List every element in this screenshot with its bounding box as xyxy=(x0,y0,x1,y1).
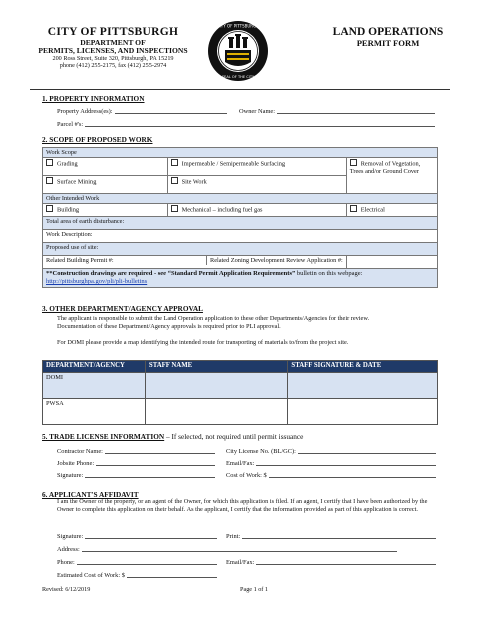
building-label: Building xyxy=(57,206,80,214)
section-5-note: – If selected, not required until permit issuance xyxy=(164,432,304,441)
section-1-title xyxy=(42,94,145,103)
scope-table xyxy=(42,147,438,288)
section-1-title-text: 1. PROPERTY INFORMATION xyxy=(42,94,145,103)
city-license-label: City License No. (BL/GC): xyxy=(226,448,296,455)
dept-line-2: PERMITS, LICENSES, AND INSPECTIONS xyxy=(38,46,188,56)
section-3-title-text: 3. OTHER DEPARTMENT/AGENCY APPROVAL xyxy=(42,304,203,313)
parcel-label: Parcel #'s: xyxy=(57,121,84,128)
pwsa-signature-cell[interactable] xyxy=(288,399,438,425)
affidavit-text: I am the Owner of the property, or an agent of the Owner, for which this application is filed. If an agent, I certify that I have been authorized by the Owner to complete this application on their behalf. As the applicant, I certify that the information provided as part of this application is correct. xyxy=(57,498,428,514)
jobsite-phone-field[interactable] xyxy=(57,459,215,467)
section-2-title-text: 2. SCOPE OF PROPOSED WORK xyxy=(42,135,153,144)
site-work-option[interactable] xyxy=(167,176,346,194)
header-rule xyxy=(30,89,450,90)
total-area-field[interactable]: Total area of earth disturbance: xyxy=(43,217,438,230)
checkbox-icon[interactable] xyxy=(171,205,178,212)
section-3-para-2: Documentation of these Department/Agency approvals is required prior to PLI approval. xyxy=(57,323,281,331)
estimated-cost-label: Estimated Cost of Work: $ xyxy=(57,572,125,579)
domi-staff-name-cell[interactable] xyxy=(145,373,288,399)
building-option[interactable] xyxy=(43,204,168,217)
removal-option[interactable] xyxy=(346,158,437,194)
bulletins-link[interactable]: http://pittsburghpa.gov/pli/pli-bulletins xyxy=(46,278,148,286)
jobsite-phone-label: Jobsite Phone: xyxy=(57,460,95,467)
contractor-email-field[interactable] xyxy=(226,459,436,467)
construction-note-b: “Standard Permit Application Requirements” xyxy=(167,270,296,277)
agency-row-domi: DOMI xyxy=(43,373,146,399)
form-subtitle: PERMIT FORM xyxy=(356,38,420,49)
domi-signature-cell[interactable] xyxy=(288,373,438,399)
surface-mining-label: Surface Mining xyxy=(57,178,97,186)
section-3-para-1: The applicant is responsible to submit the Land Operation application to these other Departments/Agencies for their review. xyxy=(57,315,370,322)
grading-option[interactable] xyxy=(43,158,168,176)
electrical-option[interactable] xyxy=(346,204,437,217)
applicant-email-label: Email/Fax: xyxy=(226,559,255,566)
svg-text:SEAL OF THE CITY: SEAL OF THE CITY xyxy=(221,75,255,79)
grading-label: Grading xyxy=(57,160,78,168)
applicant-phone-label: Phone: xyxy=(57,559,75,566)
estimated-cost-field[interactable] xyxy=(57,571,217,579)
construction-note-c: bulletin on this webpage: xyxy=(295,270,363,277)
contractor-signature-label: Signature: xyxy=(57,472,84,479)
staff-signature-col-header: STAFF SIGNATURE & DATE xyxy=(288,361,438,373)
applicant-address-field[interactable] xyxy=(57,545,397,553)
checkbox-icon[interactable] xyxy=(46,205,53,212)
cost-of-work-label: Cost of Work: $ xyxy=(226,472,267,479)
related-permits-row xyxy=(43,256,347,269)
dept-address: 200 Ross Street, Suite 320, Pittsburgh, PA 15219 xyxy=(52,54,174,62)
property-address-label: Property Address(es): xyxy=(57,108,113,115)
related-building-field[interactable]: Related Building Permit #: xyxy=(43,256,207,265)
applicant-print-label: Print: xyxy=(226,533,241,540)
parcel-field[interactable] xyxy=(57,120,435,128)
section-3-para-3: For DOMI please provide a map identifying the intended route for transporting of materials to/from the project site. xyxy=(57,339,349,347)
checkbox-icon[interactable] xyxy=(171,159,178,166)
section-5-title-text: 5. TRADE LICENSE INFORMATION xyxy=(42,432,165,441)
owner-name-label: Owner Name: xyxy=(239,108,276,115)
contractor-email-label: Email/Fax: xyxy=(226,460,255,467)
svg-text:CITY OF PITTSBURGH: CITY OF PITTSBURGH xyxy=(216,23,260,29)
impermeable-option[interactable] xyxy=(167,158,346,176)
section-5-title xyxy=(42,432,303,441)
staff-name-col-header: STAFF NAME xyxy=(145,361,288,373)
applicant-email-field[interactable] xyxy=(226,558,436,566)
city-license-field[interactable] xyxy=(226,447,436,455)
contractor-name-label: Contractor Name: xyxy=(57,448,103,455)
pwsa-staff-name-cell[interactable] xyxy=(145,399,288,425)
agency-row-pwsa: PWSA xyxy=(43,399,146,425)
other-work-header: Other Intended Work xyxy=(43,194,438,204)
construction-note xyxy=(43,269,438,288)
construction-note-a: **Construction drawings are required - see xyxy=(46,270,168,277)
applicant-signature-label: Signature: xyxy=(57,533,84,540)
section-2-title xyxy=(42,135,152,144)
contractor-signature-field[interactable] xyxy=(57,471,215,479)
checkbox-icon[interactable] xyxy=(46,159,53,166)
city-seal-icon xyxy=(207,20,269,82)
checkbox-icon[interactable] xyxy=(46,177,53,184)
checkbox-icon[interactable] xyxy=(171,177,178,184)
applicant-signature-field[interactable] xyxy=(57,532,217,540)
applicant-print-field[interactable] xyxy=(226,532,436,540)
applicant-phone-field[interactable] xyxy=(57,558,217,566)
cost-of-work-field[interactable] xyxy=(226,471,436,479)
proposed-use-field[interactable]: Proposed use of site: xyxy=(43,243,438,256)
work-scope-header: Work Scope xyxy=(43,148,438,158)
electrical-label: Electrical xyxy=(360,206,385,214)
related-zoning-field[interactable]: Related Zoning Development Review Application #: xyxy=(210,257,343,264)
section-3-instructions xyxy=(57,315,442,348)
header-right xyxy=(318,26,458,49)
revised-date: Revised: 6/12/2019 xyxy=(42,586,91,593)
owner-name-field[interactable] xyxy=(239,107,435,115)
dept-line-1: DEPARTMENT OF xyxy=(80,37,146,47)
header-left xyxy=(30,26,196,70)
city-name: CITY OF PITTSBURGH xyxy=(47,26,179,38)
removal-label: Removal of Vegetation, Trees and/or Ground Cover xyxy=(349,160,421,175)
related-zoning-cell[interactable] xyxy=(346,256,437,269)
page-number: Page 1 of 1 xyxy=(240,586,269,593)
site-work-label: Site Work xyxy=(181,178,207,186)
checkbox-icon[interactable] xyxy=(350,205,357,212)
impermeable-label: Impermeable / Semipermeable Surfacing xyxy=(181,160,285,168)
section-3-title xyxy=(42,304,203,313)
mechanical-option[interactable] xyxy=(167,204,346,217)
form-title: LAND OPERATIONS xyxy=(332,26,444,38)
agency-col-header: DEPARTMENT/AGENCY xyxy=(43,361,146,373)
property-address-field[interactable] xyxy=(57,107,227,115)
dept-phone: phone (412) 255-2175, fax (412) 255-2974 xyxy=(59,61,167,69)
checkbox-icon[interactable] xyxy=(350,159,357,166)
section-6-title-text: 6. APPLICANT'S AFFIDAVIT xyxy=(42,490,139,499)
applicant-address-label: Address: xyxy=(57,546,80,553)
surface-mining-option[interactable] xyxy=(43,176,168,194)
mechanical-label: Mechanical – including fuel gas xyxy=(181,206,263,214)
work-description-field[interactable]: Work Description: xyxy=(43,230,438,243)
agency-table xyxy=(42,360,438,425)
contractor-name-field[interactable] xyxy=(57,447,215,455)
